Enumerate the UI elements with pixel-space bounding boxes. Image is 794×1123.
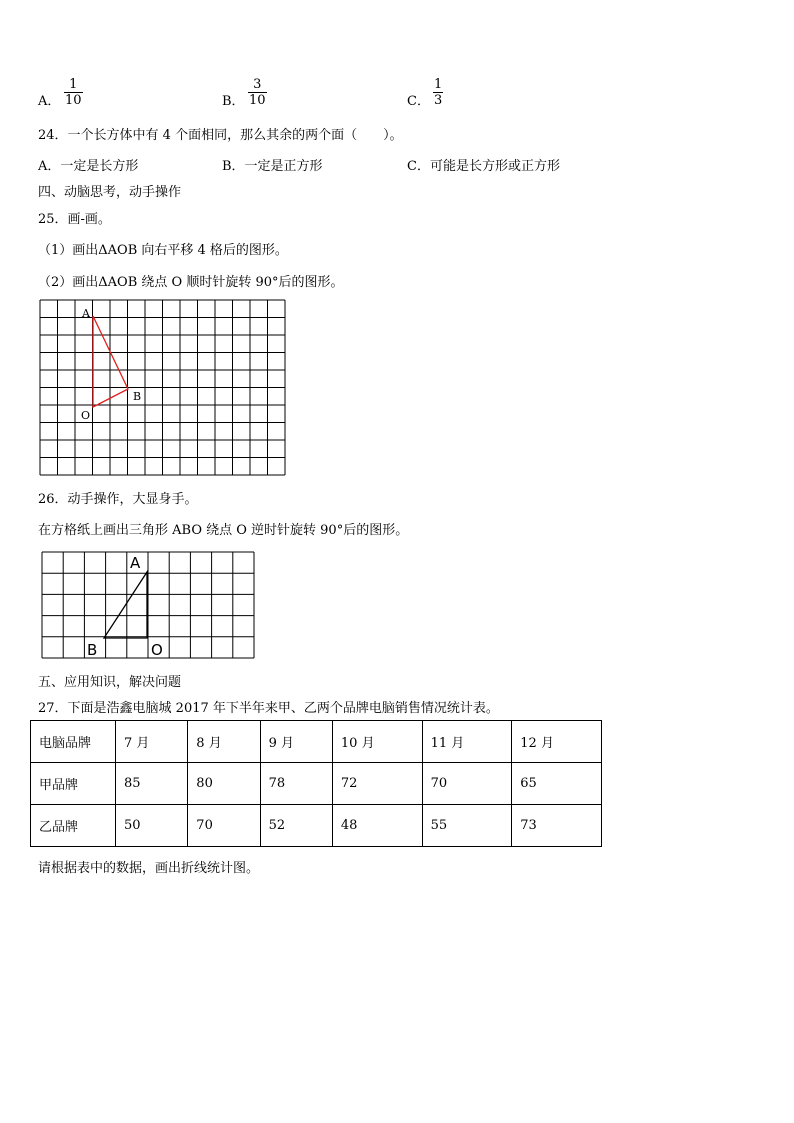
q27-footer: 请根据表中的数据，画出折线统计图。	[38, 861, 260, 876]
q25-label-o: O	[81, 409, 91, 422]
q25-grid	[40, 300, 285, 475]
q23-option-b-label: B．	[222, 94, 245, 109]
q23-option-a-label: A．	[38, 94, 61, 109]
q24-option-b: B．一定是正方形	[222, 159, 323, 174]
table-cell: 甲品牌	[31, 763, 116, 805]
table-cell: 65	[512, 763, 602, 805]
table-cell: 50	[116, 805, 188, 847]
q26-triangle-abo	[104, 572, 147, 638]
table-cell: 55	[422, 805, 512, 847]
q23-option-b-fraction	[248, 77, 267, 108]
table-cell: 乙品牌	[31, 805, 116, 847]
table-header-cell: 9 月	[260, 721, 332, 763]
table-row	[31, 763, 602, 805]
q26-title: 26．动手操作，大显身手。	[38, 492, 198, 507]
table-cell: 70	[422, 763, 512, 805]
q23-option-b-denominator: 10	[249, 93, 266, 108]
table-cell: 78	[260, 763, 332, 805]
q25-grid-figure	[38, 298, 288, 478]
q25-title: 25．画-画。	[38, 212, 111, 227]
table-cell: 85	[116, 763, 188, 805]
q26-label-b: B	[87, 641, 98, 659]
table-header-cell: 电脑品牌	[31, 721, 116, 763]
table-row	[31, 805, 602, 847]
q25-label-a: A	[82, 307, 90, 320]
table-cell: 48	[332, 805, 422, 847]
table-header-row	[31, 721, 602, 763]
table-cell: 70	[188, 805, 260, 847]
q23-option-a-numerator: 1	[69, 77, 78, 92]
q27-sales-table	[30, 720, 602, 847]
q25-sub2: （2）画出ΔAOB 绕点 O 顺时针旋转 90°后的图形。	[38, 275, 344, 290]
q23-option-c-label: C．	[407, 94, 430, 109]
q23-option-a-fraction	[64, 77, 83, 108]
q23-option-c-fraction	[433, 77, 443, 108]
q25-label-b: B	[133, 390, 142, 403]
table-cell: 52	[260, 805, 332, 847]
q23-option-c-numerator: 1	[434, 77, 443, 92]
q26-instruction: 在方格纸上画出三角形 ABO 绕点 O 逆时针旋转 90°后的图形。	[38, 523, 409, 538]
table-header-cell: 11 月	[422, 721, 512, 763]
q25-sub1: （1）画出ΔAOB 向右平移 4 格后的图形。	[38, 243, 288, 258]
q24-stem: 24．一个长方体中有 4 个面相同，那么其余的两个面（ ）。	[38, 128, 403, 143]
q24-option-a: A．一定是长方形	[38, 159, 139, 174]
table-cell: 80	[188, 763, 260, 805]
table-header-cell: 7 月	[116, 721, 188, 763]
table-header-cell: 12 月	[512, 721, 602, 763]
table-cell: 73	[512, 805, 602, 847]
q23-option-c-denominator: 3	[434, 93, 443, 108]
q24-option-c: C．可能是长方形或正方形	[407, 159, 560, 174]
table-header-cell: 8 月	[188, 721, 260, 763]
q26-label-a: A	[130, 554, 141, 572]
q26-label-o: O	[151, 641, 163, 659]
table-header-cell: 10 月	[332, 721, 422, 763]
section-5-heading: 五、应用知识，解决问题	[38, 675, 182, 690]
q27-stem: 27．下面是浩鑫电脑城 2017 年下半年来甲、乙两个品牌电脑销售情况统计表。	[38, 701, 499, 716]
section-4-heading: 四、动脑思考，动手操作	[38, 185, 182, 200]
q23-option-b-numerator: 3	[253, 77, 262, 92]
q26-grid	[42, 552, 254, 658]
q23-option-a-denominator: 10	[65, 93, 82, 108]
q26-grid-figure	[40, 550, 256, 662]
table-cell: 72	[332, 763, 422, 805]
